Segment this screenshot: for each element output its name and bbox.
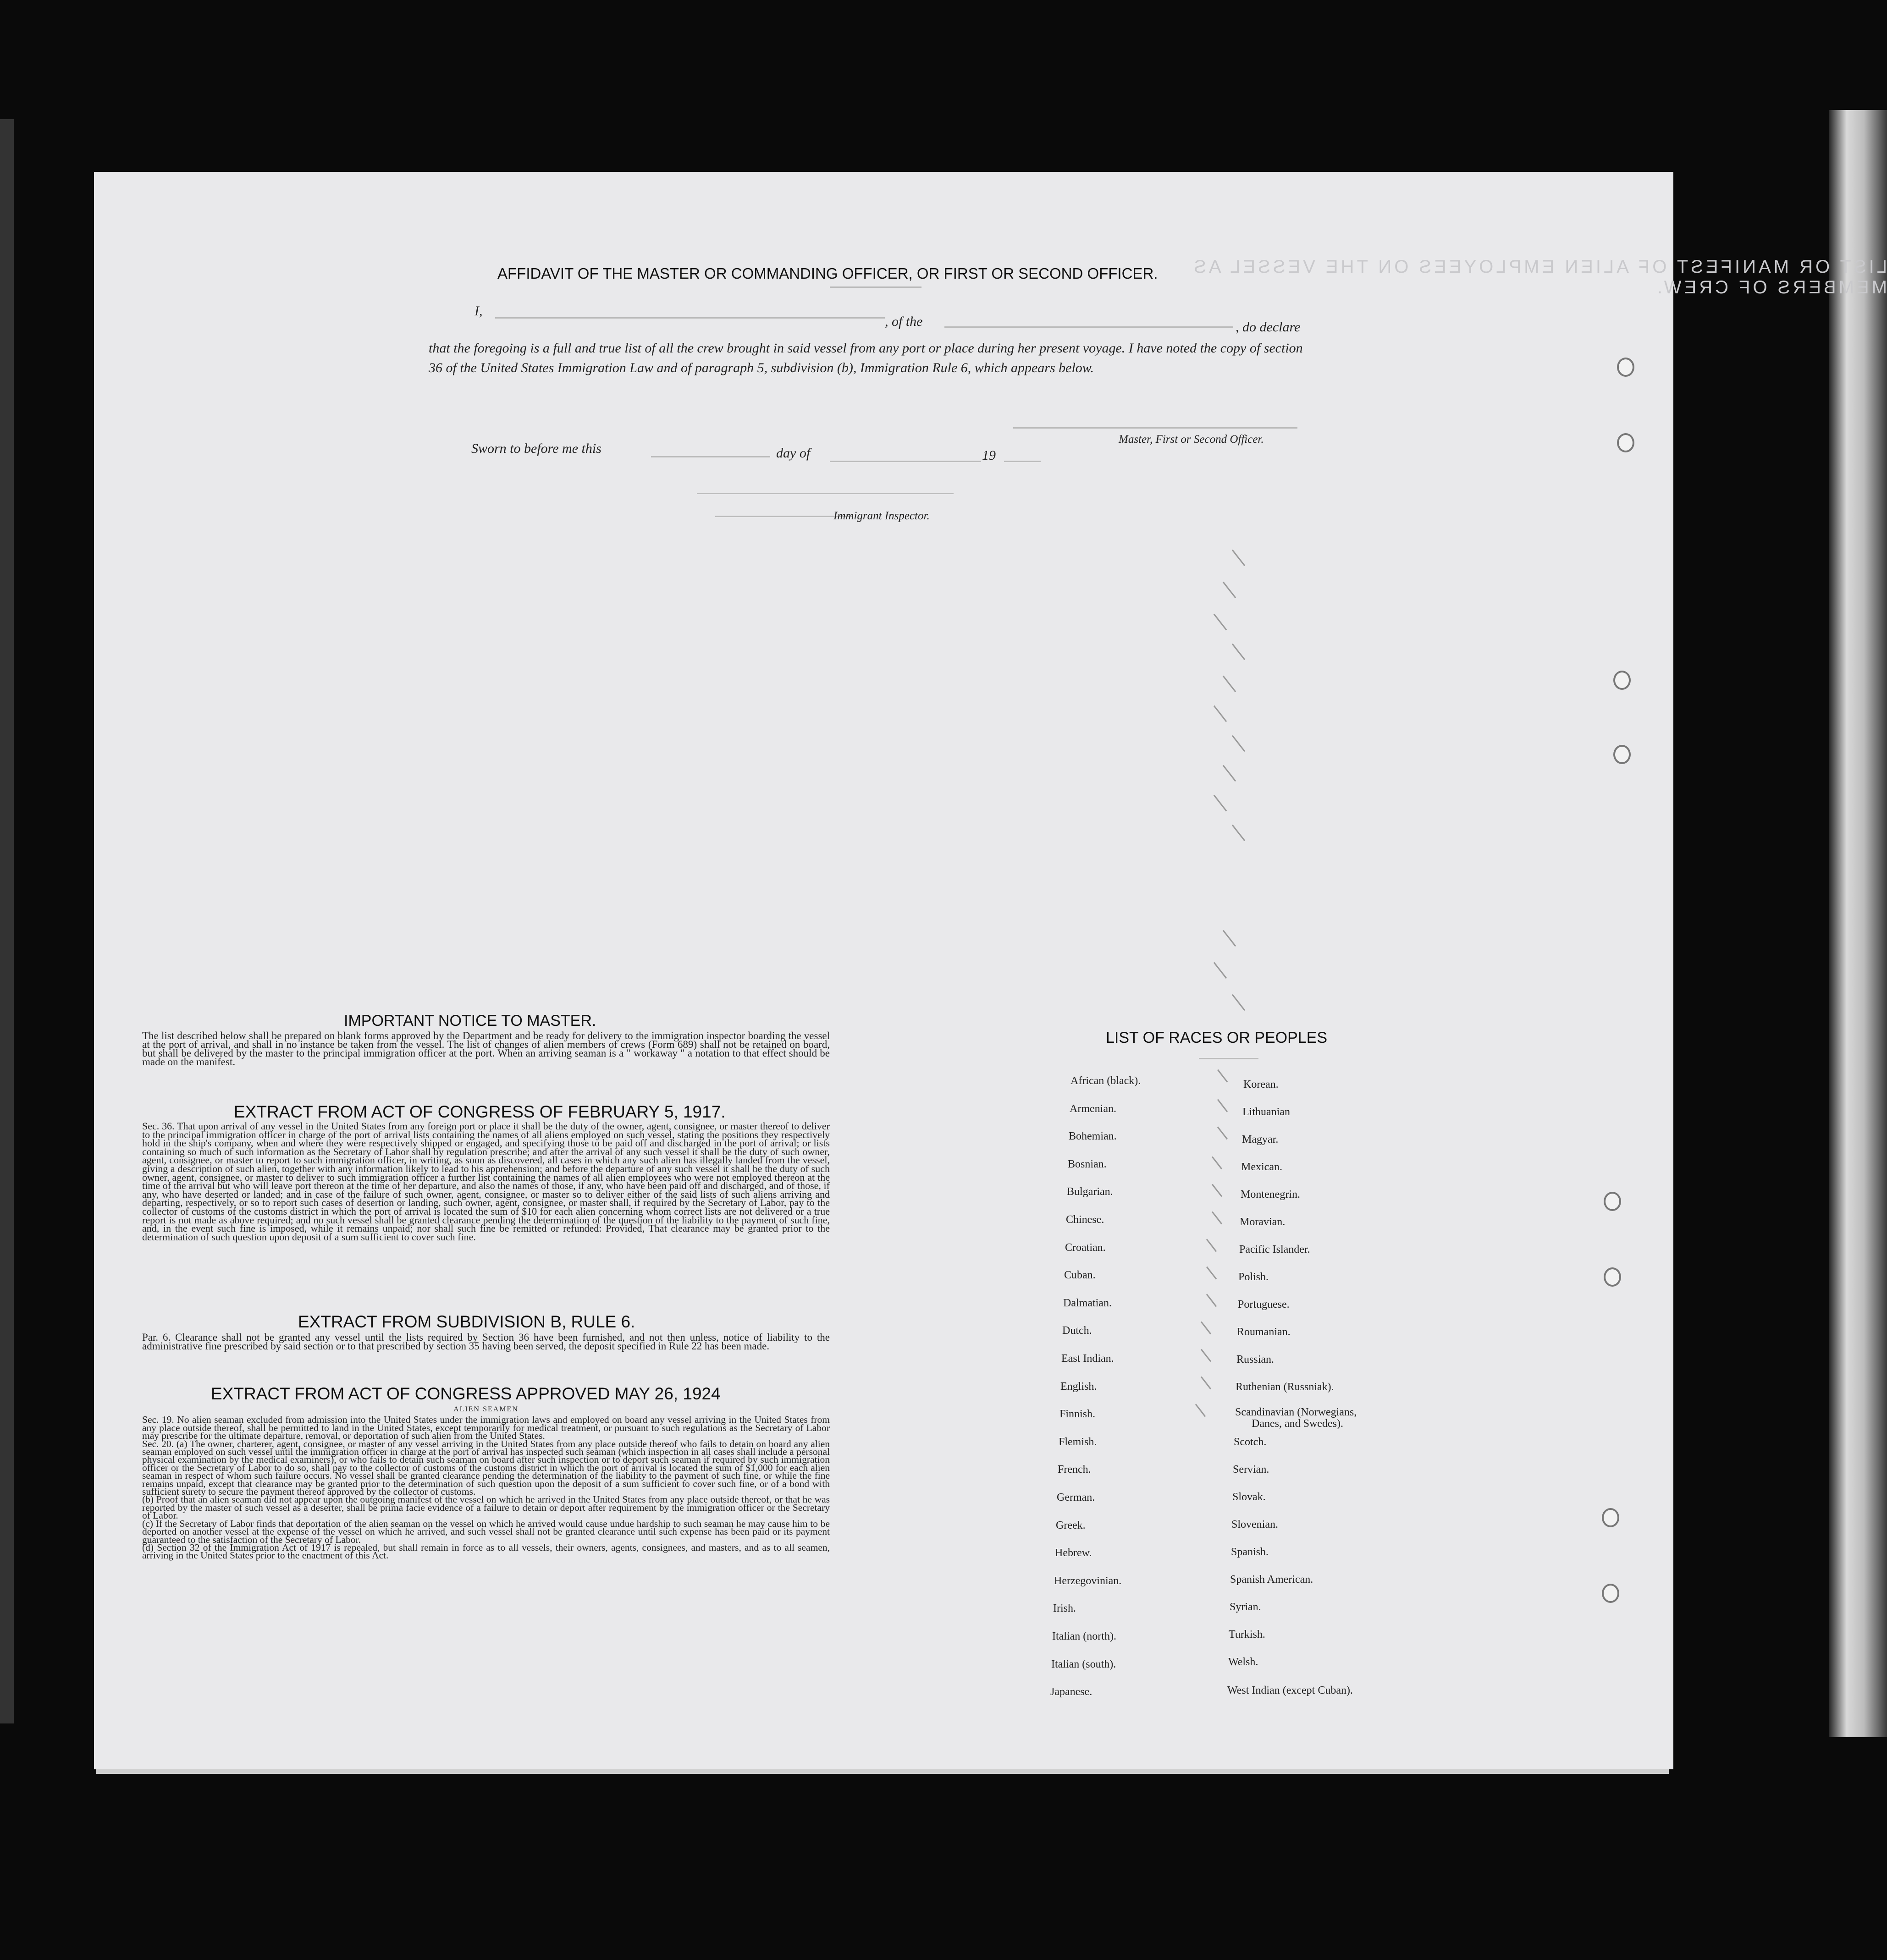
master-signature-line[interactable] [1013,427,1297,429]
race-item: Portuguese. [1238,1299,1290,1310]
race-item: Polish. [1238,1271,1269,1283]
sec-20b-text: (b) Proof that an alien seaman did not appear upon the outgoing manifest of the vessel on which he arrived in the United States from any place outside thereof, or that he was reported by the master of such vessel as a deserter, shall be prima facie evidence of a failure to detain or deport after requirement by the immigration officer or the Secretary of Labor. [142,1494,830,1521]
race-item: Welsh. [1228,1656,1258,1668]
film-edge-right [1829,110,1887,1737]
race-item: Bohemian. [1069,1130,1117,1143]
race-item: Italian (south). [1051,1658,1116,1670]
notice-title: IMPORTANT NOTICE TO MASTER. [344,1012,596,1030]
race-item: West Indian (except Cuban). [1227,1685,1353,1696]
divider [715,516,853,517]
binder-hole-icon [1613,745,1631,764]
master-signature-label: Master, First or Second Officer. [1119,433,1264,446]
binder-hole-icon [1617,358,1634,377]
binder-hole-icon [1604,1192,1621,1211]
divider [830,286,921,288]
race-item: Turkish. [1229,1629,1265,1641]
inspector-signature-label: Immigrant Inspector. [833,510,930,522]
sec-19-text: Sec. 19. No alien seaman excluded from admission into the United States under the immigration laws and employed on board any vessel arriving in the United States from any place outside thereof, shall be permitted to land in the United States, except temporarily for medical treatment, or pursuant to such regulations as the Secretary of Labor may prescribe for the ultimate departure, removal, or deportation of such alien from the United States. [142,1414,830,1442]
race-item: Flemish. [1059,1436,1097,1448]
race-item: Magyar. [1242,1134,1279,1145]
race-item: Korean. [1243,1079,1279,1090]
race-item: Lithuanian [1242,1106,1290,1118]
race-item: Scandinavian (Norwegians, [1235,1406,1357,1418]
inspector-signature-line[interactable] [697,493,954,494]
race-item: Mexican. [1241,1161,1282,1173]
race-item: German. [1057,1492,1095,1503]
year-line[interactable] [1004,461,1041,462]
race-item: Finnish. [1059,1408,1096,1420]
race-item: Scotch. [1234,1436,1267,1448]
declaration-text: that the foregoing is a full and true list of all the crew brought in said vessel from any port or place during her present voyage. I have noted the copy of section 36 of the United States Immigration Law and of paragraph 5, subdivision (b), Immigration Rule 6, which appears below. [429,341,1303,375]
race-item: Spanish American. [1230,1574,1313,1586]
day-of-label: day of [776,446,811,461]
sec-20d-text: (d) Section 32 of the Immigration Act of 1917 is repealed, but shall remain in force as to all vessels, their owners, agents, consignees, and masters, and as to all seamen, arriving in the United States prior to the enactment of this Act. [142,1542,830,1561]
extract-1917-title: EXTRACT FROM ACT OF CONGRESS OF FEBRUARY 5, 1917. [234,1102,726,1121]
race-item: Russian. [1236,1354,1275,1365]
race-item: Dutch. [1062,1325,1092,1337]
declarant-name-line[interactable] [495,317,885,319]
extract-1917-text: Sec. 36. That upon arrival of any vessel in the United States from any foreign port or place it shall be the duty of the owner, agent, consignee, or master thereof to deliver to the principal immigration officer in charge of the port of arrival lists containing the names of all aliens employed on such vessel, stating the positions they respectively hold in the ship's company, when and where they were respectively shipped or engaged, and specifying those to be paid off and discharged in the port of arrival; or lists containing so much of such information as the Secretary of Labor shall by regulation prescribe; and after the arrival of any such vessel it shall be the duty of such owner, agent, consignee, or master to report to such immigration officer, in writing, as soon as discovered, all cases in which any such alien has illegally landed from the vessel, giving a description of such alien, together with any information likely to lead to his apprehension; and before the departure of any such vessel it shall be the duty of such owner, agent, consignee, or master to deliver to such immigration officer a further list containing the names of all alien employees who were not employed thereon at the time of the arrival but who will leave port thereon at the time of her departure, and also the names of those, if any, who have been paid off and discharged, and of those, if any, who have deserted or landed; and in case of the failure of such owner, agent, consignee, or master so to deliver either of the said lists of such aliens arriving and departing, respectively, or so to report such cases of desertion or landing, such owner, agent, consignee, or master shall, if required by the Secretary of Labor, pay to the collector of customs of the customs district in which the port of arrival is located the sum of $10 for each alien concerning whom correct lists are not delivered or a true report is not made as above required; and no such vessel shall be granted clearance pending the determination of the question of the liability to the payment of such fine, and, in the event such fine is imposed, while it remains unpaid; nor shall such fine be remitted or refunded: Provided, That clearance may be granted prior to the determination of such question upon deposit of a sum sufficient to cover such fine. [142,1120,830,1243]
race-item: French. [1058,1464,1091,1476]
race-item: Montenegrin. [1241,1189,1300,1200]
year-prefix: 19 [982,448,996,463]
race-item: Pacific Islander. [1239,1244,1310,1255]
declarant-label: I, [475,303,483,319]
race-item: Danes, and Swedes). [1252,1418,1343,1430]
race-item: Herzegovinian. [1054,1575,1122,1587]
binder-hole-icon [1602,1508,1619,1527]
race-item: Japanese. [1050,1686,1092,1698]
race-item: Servian. [1233,1464,1269,1476]
month-line[interactable] [830,461,981,462]
race-item: Ruthenian (Russniak). [1236,1381,1334,1393]
binder-hole-icon [1604,1267,1621,1287]
race-item: African (black). [1070,1075,1141,1087]
film-edge-left [0,119,14,1723]
race-item: Chinese. [1066,1214,1104,1226]
race-item: East Indian. [1061,1353,1114,1365]
binder-hole-icon [1613,671,1631,690]
extract-rule6-title: EXTRACT FROM SUBDIVISION B, RULE 6. [298,1312,635,1331]
extract-rule6-text: Par. 6. Clearance shall not be granted any vessel until the lists required by Section 36 have been furnished, and not then unless, notice of liability to the administrative fine prescribed by said section or to that prescribed by section 35 having been served, the deposit specified in Rule 22 has been made. [142,1332,830,1352]
race-item: Slovak. [1232,1491,1266,1503]
race-item: Greek. [1056,1519,1086,1531]
race-item: Armenian. [1070,1102,1116,1115]
binder-hole-icon [1617,433,1634,452]
notice-text: The list described below shall be prepared on blank forms approved by the Department and be ready for delivery to the immigration inspector boarding the vessel at the port of arrival, and shall in no instance be taken from the vessel. The list of changes of alien members of crews (Form 689) shall not be retained on board, but shall be delivered by the master to the principal immigration officer at the port. When an arriving seaman is a " workaway " a notation to that effect should be made on the manifest. [142,1030,830,1068]
sec-20c-text: (c) If the Secretary of Labor finds that deportation of the alien seaman on the vessel on which he arrived would cause undue hardship to such seaman he may cause him to be deported on another vessel at the expense of the vessel on which he arrived, and such vessel shall not be granted clearance until such expense has been paid or its payment guaranteed to the satisfaction of the Secretary of Labor. [142,1518,830,1545]
extract-1924-body [142,1403,830,1560]
race-item: Croatian. [1065,1241,1106,1254]
bleed-through-text: LIST OR MANIFEST OF ALIEN EMPLOYEES ON THE VESSEL AS MEMBERS OF CREW. [1191,257,1887,297]
race-item: Moravian. [1240,1216,1286,1228]
vessel-name-line[interactable] [944,326,1233,328]
races-title: LIST OF RACES OR PEOPLES [1106,1029,1328,1046]
extract-1924-title: EXTRACT FROM ACT OF CONGRESS APPROVED MAY 26, 1924 [211,1384,721,1403]
do-declare-label: , do declare [1236,319,1301,335]
race-item: Dalmatian. [1063,1297,1112,1309]
race-item: Slovenian. [1231,1519,1278,1531]
race-item: Roumanian. [1237,1326,1291,1338]
race-item: English. [1060,1380,1097,1393]
sworn-label: Sworn to before me this [471,441,601,456]
of-the-label: , of the [885,314,923,329]
race-item: Bosnian. [1068,1158,1107,1170]
race-item: Syrian. [1230,1601,1261,1613]
divider [1199,1058,1258,1059]
race-item: Hebrew. [1055,1547,1092,1559]
race-item: Cuban. [1064,1269,1096,1282]
race-item: Bulgarian. [1067,1186,1113,1198]
day-line[interactable] [651,456,770,457]
race-item: Irish. [1053,1602,1076,1615]
alien-seamen-subheading: ALIEN SEAMEN [453,1405,519,1413]
affidavit-title: AFFIDAVIT OF THE MASTER OR COMMANDING OFFICER, OR FIRST OR SECOND OFFICER. [497,265,1158,282]
sec-20a-text: Sec. 20. (a) The owner, charterer, agent, consignee, or master of any vessel arriving in the United States from any place outside thereof who fails to detain on board any alien seaman employed on such vessel until the immigration officer in charge at the port of arrival has inspected such seaman (which inspection in all cases shall include a personal physical examination by the medical examiners), or who fails to detain such seaman on board after such inspection or to deport such seaman if required by such immigration officer or the Secretary of Labor to do so, shall pay to the collector of customs of the customs district in which the port of arrival is located the sum of $1,000 for each alien seaman in respect of whom such failure occurs. No vessel shall be granted clearance pending the determination of the liability to the payment of such fine, or while the fine remains unpaid, except that clearance may be granted prior to the determination of such question upon the deposit of a sum sufficient to cover such fine, or of a bond with sufficient surety to secure the payment thereof approved by the collector of customs. [142,1438,830,1498]
race-item: Italian (north). [1052,1630,1116,1642]
binder-hole-icon [1602,1584,1619,1603]
race-item: Spanish. [1231,1546,1269,1558]
